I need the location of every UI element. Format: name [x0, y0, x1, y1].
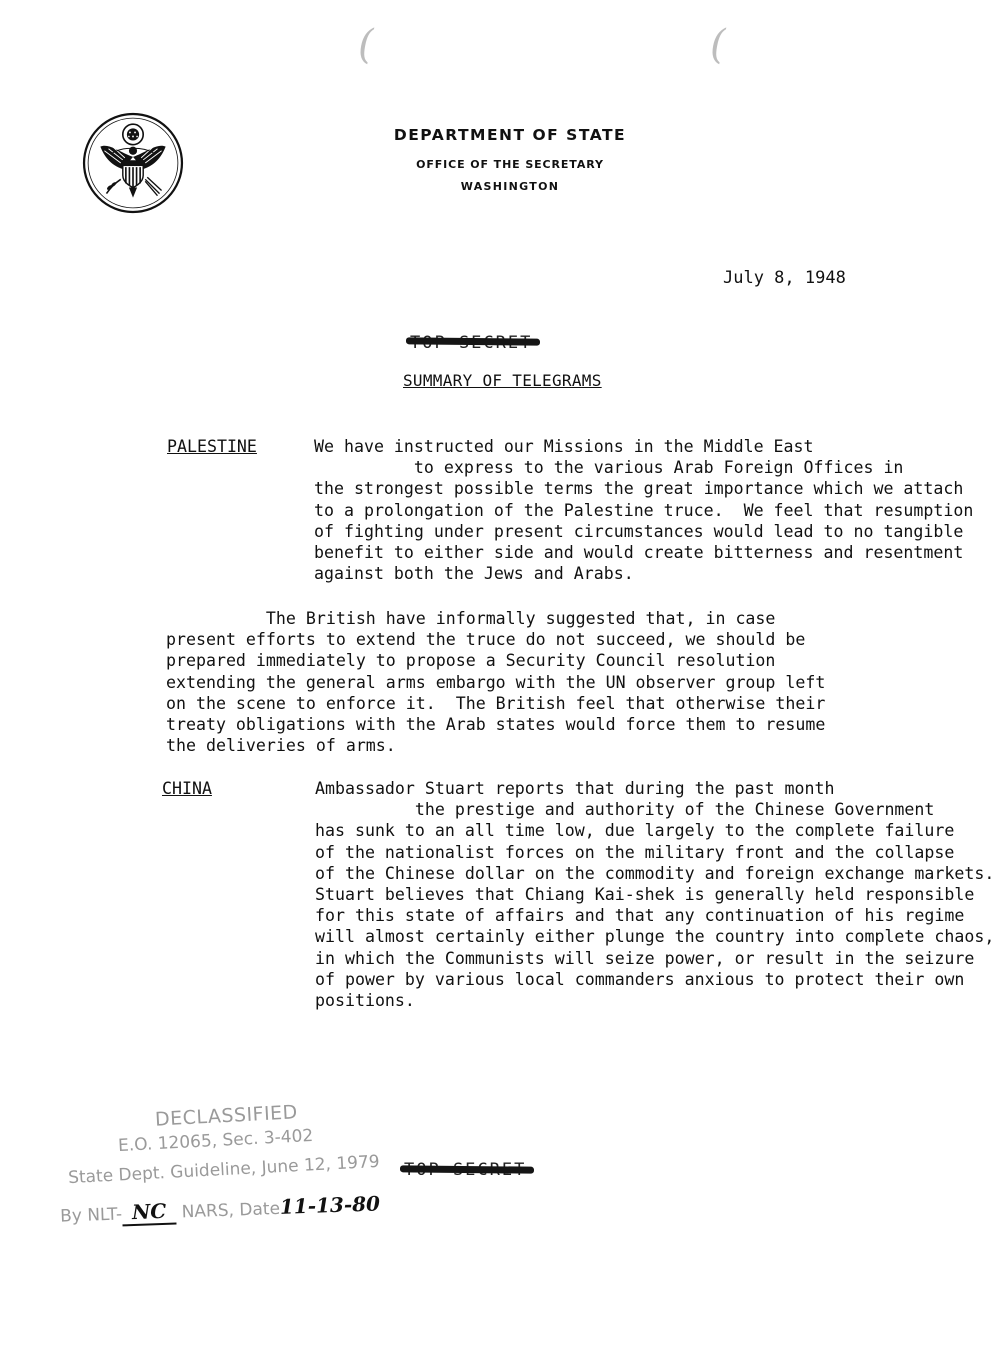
declassified-stamp-line1: DECLASSIFIED: [154, 1101, 299, 1131]
stamp-initials-handwritten: NC: [122, 1199, 177, 1227]
declassified-stamp-line2: E.O. 12065, Sec. 3-402: [117, 1125, 314, 1157]
stamp-middle: NARS, Date: [181, 1198, 281, 1223]
punch-mark-left: (: [358, 22, 374, 68]
section-label-palestine: PALESTINE: [167, 437, 257, 456]
palestine-paragraph-2: The British have informally suggested that, in case present efforts to extend the truce do not succeed, we should be prepared immediately to propose a Security Council resolution extending the general arms embargo with the UN observer group left on the scene to enforce it. The British feel that otherwise their treaty obligations with the Arab states would force them to resume the deliveries of arms.: [166, 609, 826, 756]
stamp-date-handwritten: 11-13-80: [279, 1191, 381, 1219]
letterhead-office: OFFICE OF THE SECRETARY: [416, 158, 604, 171]
classification-marking-bottom: [404, 1160, 526, 1180]
china-paragraph-1: Ambassador Stuart reports that during the past month the prestige and authority of the Chinese Government has sunk to an all time low, due largely to the complete failure of the nationalist forces on the military front and the collapse of the Chinese dollar on the commodity and foreign exchange markets. Stuart believes that Chiang Kai-shek is generally held responsible for this state of affairs and that any continuation of his regime will almost certainly either plunge the country into complete chaos, in which the Communists will seize power, or result in the seizure of power by various local commanders anxious to protect their own positions.: [315, 779, 995, 1011]
document-title: SUMMARY OF TELEGRAMS: [403, 371, 602, 390]
letterhead-department: DEPARTMENT OF STATE: [393, 126, 627, 144]
letterhead-city: WASHINGTON: [460, 180, 560, 193]
palestine-paragraph-1: We have instructed our Missions in the Middle East to express to the various Arab Foreign Offices in the strongest possible terms the great importance which we attach to a prolongation of the Palestine truce. We feel that resumption of fighting under present circumstances would lead to no tangible benefit to either side and would create bitterness and resentment against both the Jews and Arabs.: [314, 437, 974, 584]
great-seal-logo: [82, 112, 184, 218]
declassified-stamp-line4: [60, 1191, 381, 1226]
strikethrough-bar-bottom: [400, 1165, 534, 1173]
document-date: July 8, 1948: [723, 268, 846, 288]
section-label-china: CHINA: [162, 779, 212, 798]
punch-mark-right: (: [710, 22, 726, 68]
classification-marking-top: [410, 333, 532, 353]
stamp-prefix: By NLT-: [59, 1204, 123, 1227]
strikethrough-bar: [406, 337, 540, 345]
declassified-stamp-line3: State Dept. Guideline, June 12, 1979: [67, 1151, 381, 1189]
